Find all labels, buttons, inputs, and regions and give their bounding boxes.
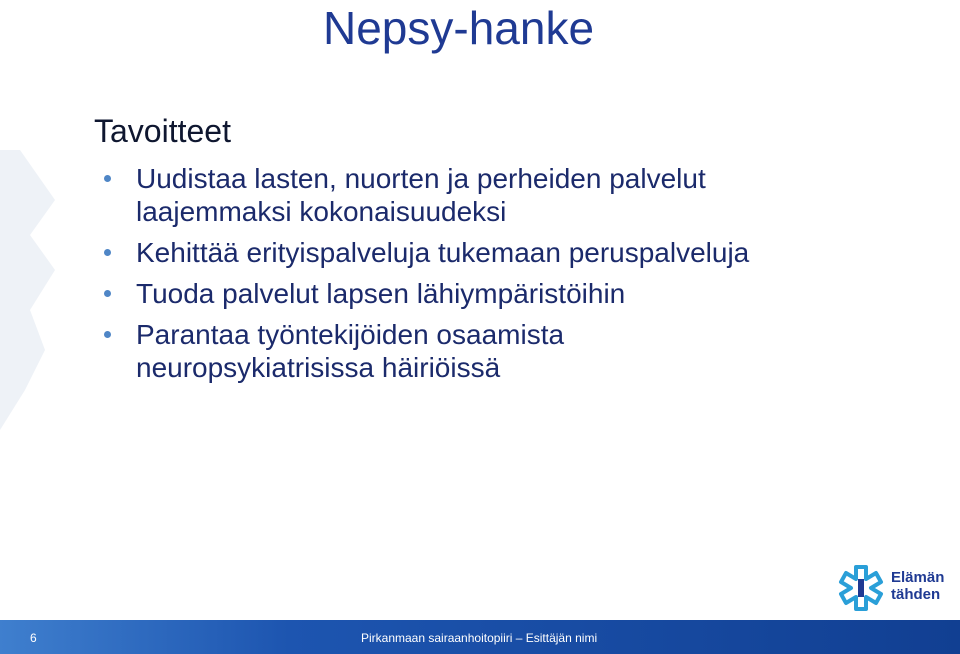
logo-line: Elämän — [891, 569, 945, 586]
slide-title-text: Nepsy-hanke — [323, 2, 595, 54]
bullet-item — [104, 318, 749, 384]
bullet-dot — [104, 249, 111, 256]
slide-title — [0, 0, 960, 56]
footer-bar — [0, 620, 960, 654]
bullet-line: laajemmaksi kokonaisuudeksi — [136, 196, 507, 227]
slide-subtitle: Tavoitteet — [94, 113, 231, 149]
bullet-line: neuropsykiatrisissa häiriöissä — [136, 352, 501, 383]
bullet-line: Tuoda palvelut lapsen lähiympäristöihin — [136, 278, 626, 309]
logo-line: tähden — [891, 586, 941, 603]
bullet-list — [104, 162, 749, 392]
bullet-item — [104, 236, 749, 269]
bullet-line: Parantaa työntekijöiden osaamista — [136, 319, 565, 350]
bullet-dot — [104, 290, 111, 297]
bullet-item — [104, 277, 749, 310]
background-decoration — [0, 140, 60, 440]
footer-text: Pirkanmaan sairaanhoitopiiri – Esittäjän nimi — [361, 631, 598, 645]
bullet-line: Uudistaa lasten, nuorten ja perheiden palvelut — [136, 163, 706, 194]
bullet-item — [104, 162, 749, 228]
bullet-line: Kehittää erityispalveluja tukemaan peruspalveluja — [136, 237, 750, 268]
bullet-dot — [104, 331, 111, 338]
page-number: 6 — [30, 631, 37, 645]
logo-wordmark — [891, 569, 944, 603]
star-of-life-icon — [836, 563, 886, 613]
bullet-dot — [104, 175, 111, 182]
